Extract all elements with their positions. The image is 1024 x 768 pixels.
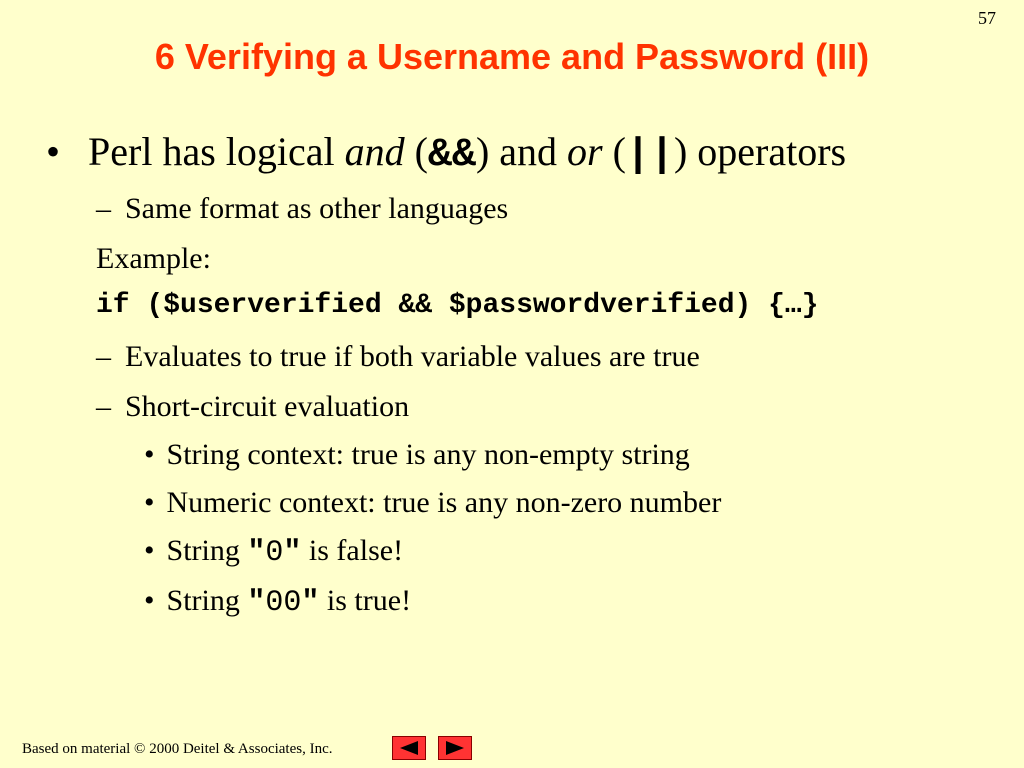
previous-slide-button[interactable] — [392, 736, 426, 760]
sub-bullet-marker: • — [144, 438, 155, 471]
and-word: and — [344, 129, 405, 174]
item-prefix: String — [166, 534, 248, 567]
page-number: 57 — [978, 8, 996, 28]
code-zero: 0 — [265, 536, 284, 570]
sub-bullet-marker: • — [144, 486, 155, 519]
list-item-numeric-context — [144, 486, 721, 520]
paren-open-1: ( — [404, 129, 428, 174]
footer-credit: Based on material © 2000 Deitel & Associates, Inc. — [22, 741, 333, 757]
sub-bullet-same-format — [96, 192, 508, 226]
sub-bullet-marker: • — [144, 534, 155, 567]
quote-close: " — [301, 586, 320, 620]
item-text: Numeric context: true is any non-zero number — [166, 486, 722, 519]
item-suffix: is true! — [319, 584, 412, 617]
item-suffix: is false! — [301, 534, 404, 567]
bullet-text-c: ) operators — [673, 129, 847, 174]
slide-navigation — [392, 736, 472, 760]
dash-marker: – — [96, 192, 111, 225]
quote-close: " — [283, 536, 302, 570]
dash-marker: – — [96, 340, 111, 373]
paren-open-2: ( — [602, 129, 626, 174]
sub-bullet-short-circuit — [96, 390, 409, 424]
right-arrow-icon — [444, 740, 466, 756]
or-operator: || — [625, 133, 674, 178]
bullet-logical-operators — [46, 128, 846, 178]
bullet-text-b: ) and — [475, 129, 568, 174]
sub-text: Evaluates to true if both variable values are true — [125, 340, 700, 373]
sub-bullet-marker: • — [144, 584, 155, 617]
sub-bullet-evaluates — [96, 340, 700, 374]
quote-open: " — [247, 586, 266, 620]
list-item-string-context — [144, 438, 690, 472]
next-slide-button[interactable] — [438, 736, 472, 760]
left-arrow-icon — [398, 740, 420, 756]
list-item-string-double-zero — [144, 584, 411, 620]
bullet-marker: • — [46, 129, 61, 174]
bullet-text-a: Perl has logical — [88, 129, 345, 174]
example-label: Example: — [96, 242, 211, 275]
sub-text: Same format as other languages — [125, 192, 509, 225]
slide-title: 6 Verifying a Username and Password (III) — [154, 36, 870, 77]
sub-text: Short-circuit evaluation — [125, 390, 410, 423]
or-word: or — [567, 129, 603, 174]
dash-marker: – — [96, 390, 111, 423]
code-double-zero: 00 — [265, 586, 302, 620]
item-text: String context: true is any non-empty string — [166, 438, 690, 471]
quote-open: " — [247, 536, 266, 570]
item-prefix: String — [166, 584, 248, 617]
and-operator: && — [427, 133, 476, 178]
code-example: if ($userverified && $passwordverified) {…} — [96, 290, 819, 321]
list-item-string-zero — [144, 534, 403, 570]
